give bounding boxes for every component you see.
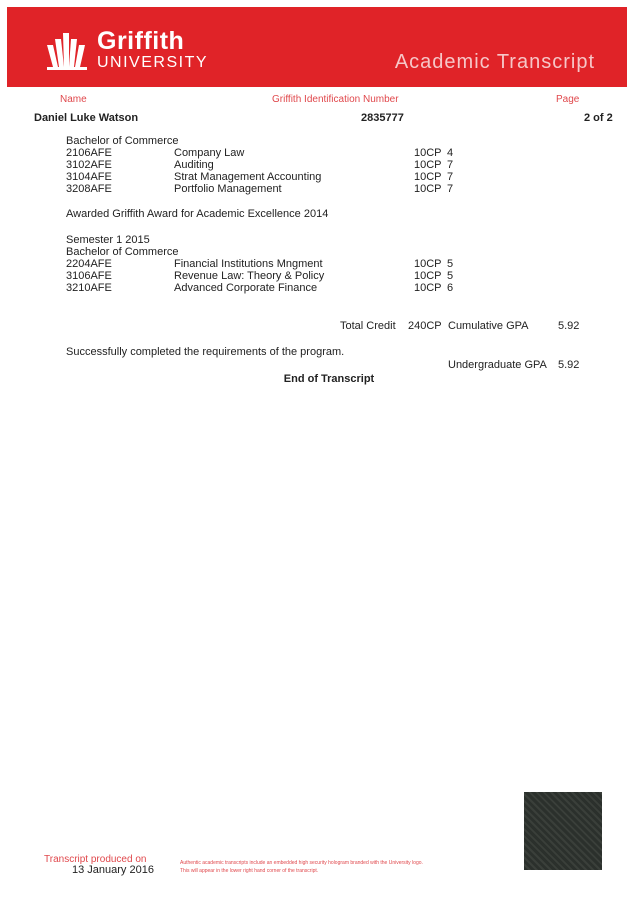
- course-title: Financial Institutions Mngment: [174, 258, 323, 270]
- completion-statement: Successfully completed the requirements of the program.: [66, 346, 345, 358]
- course-title: Company Law: [174, 147, 245, 159]
- authenticity-note: [180, 859, 500, 875]
- university-logo-icon: [45, 31, 93, 71]
- course-credit: 10CP: [414, 171, 442, 183]
- student-name: Daniel Luke Watson: [34, 112, 139, 124]
- award-note: Awarded Griffith Award for Academic Excellence 2014: [66, 208, 329, 220]
- course-grade: 5: [447, 270, 454, 282]
- semester-heading: Semester 1 2015: [66, 234, 150, 246]
- page-number: 2 of 2: [584, 112, 613, 124]
- security-hologram: [524, 792, 602, 870]
- total-credit-label: Total Credit: [340, 320, 396, 332]
- course-grade: 5: [447, 258, 454, 270]
- course-code: 2106AFE: [66, 147, 112, 159]
- cumulative-gpa-value: 5.92: [558, 320, 580, 332]
- undergrad-gpa-value: 5.92: [558, 359, 580, 371]
- undergrad-gpa-label: Undergraduate GPA: [448, 359, 547, 371]
- course-code: 2204AFE: [66, 258, 112, 270]
- cumulative-gpa-label: Cumulative GPA: [448, 320, 529, 332]
- total-credit-value: 240CP: [408, 320, 442, 332]
- course-grade: 7: [447, 171, 454, 183]
- course-title: Advanced Corporate Finance: [174, 282, 318, 294]
- end-of-transcript: End of Transcript: [283, 373, 375, 385]
- university-name: Griffith: [97, 27, 185, 55]
- course-code: 3208AFE: [66, 183, 112, 195]
- course-credit: 10CP: [414, 183, 442, 195]
- course-title: Revenue Law: Theory & Policy: [174, 270, 325, 282]
- course-code: 3102AFE: [66, 159, 112, 171]
- course-title: Portfolio Management: [174, 183, 282, 195]
- course-credit: 10CP: [414, 147, 442, 159]
- produced-label: Transcript produced on: [44, 854, 147, 865]
- authenticity-note-line: This will appear in the lower right hand corner of the transcript.: [180, 868, 319, 874]
- course-code: 3104AFE: [66, 171, 112, 183]
- page-label: Page: [556, 94, 580, 105]
- course-code: 3210AFE: [66, 282, 112, 294]
- course-grade: 4: [447, 147, 454, 159]
- authenticity-note-line: Authentic academic transcripts include an embedded high security hologram branded with the University logo.: [180, 860, 423, 866]
- course-credit: 10CP: [414, 282, 442, 294]
- course-title: Strat Management Accounting: [174, 171, 322, 183]
- document-title: Academic Transcript: [394, 51, 595, 73]
- university-subtitle: UNIVERSITY: [97, 54, 209, 71]
- course-credit: 10CP: [414, 258, 442, 270]
- course-grade: 7: [447, 183, 454, 195]
- course-credit: 10CP: [414, 270, 442, 282]
- course-grade: 6: [447, 282, 454, 294]
- course-credit: 10CP: [414, 159, 442, 171]
- header-banner: [7, 7, 627, 87]
- program-name: Bachelor of Commerce: [66, 135, 179, 147]
- course-grade: 7: [447, 159, 454, 171]
- course-code: 3106AFE: [66, 270, 112, 282]
- name-label: Name: [60, 94, 87, 105]
- id-label: Griffith Identification Number: [272, 94, 399, 105]
- student-id: 2835777: [361, 112, 404, 124]
- program-name: Bachelor of Commerce: [66, 246, 179, 258]
- course-title: Auditing: [174, 159, 214, 171]
- produced-date: 13 January 2016: [72, 864, 154, 876]
